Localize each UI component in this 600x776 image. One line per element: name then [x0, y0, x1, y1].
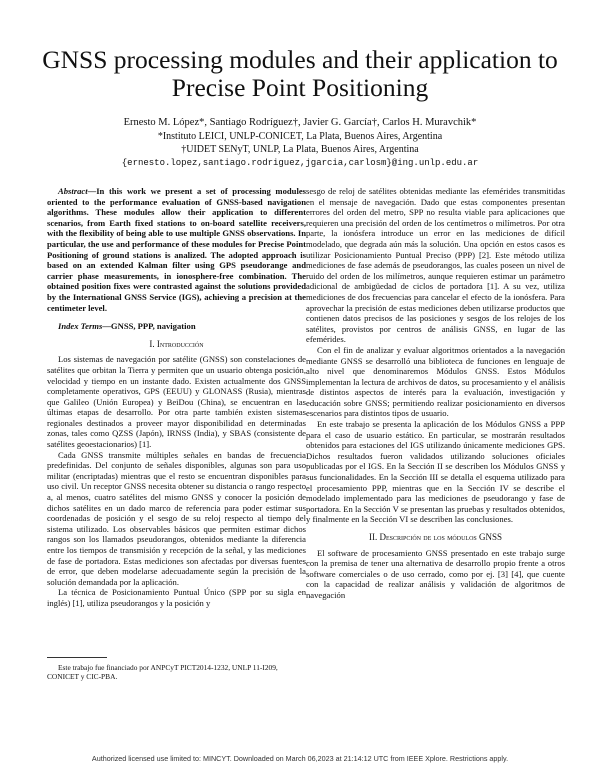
title-line-2: Precise Point Positioning: [171, 73, 429, 102]
section-1-heading: I. Introducción: [149, 338, 204, 349]
right-paragraph-1: sesgo de reloj de satélites obtenidas mediante las efemérides transmitidas en el mensaje de navegación. Dado que estas componentes presentan errores del orden del metro, SPP no resulta viable para aplicaciones que requieren una precisión del orden de los centímetros o milímetros. Por otra parte, la ionósfera introduce un error en las mediciones de difícil modelado, que degrada aún más la solución. Una opción en estos casos es utilizar Posicionamiento Puntual Preciso (PPP) [2]. Este método utiliza mediciones de fase además de pseudorangos, las cuales poseen un nivel de ruido del orden de los milímetros, aunque requieren estimar un parámetro adicional de ambigüedad de ciclos de portadora [1]. A su vez, utiliza mediciones de dos frecuencias para cancelar el efecto de la ionósfera. Para aprovechar la precisión de estas mediciones deben utilizarse productos que contienen datos precisos de las posiciones y sesgos de los relojes de los satélites, provistos por centros de análisis GNSS, en lugar de las efemérides.: [306, 186, 565, 345]
right-column: [306, 186, 565, 601]
author-emails: {ernesto.lopez,santiago.rodriguez,jgarcia,carlosm}@ing.unlp.edu.ar: [121, 158, 479, 168]
right-paragraph-4: El software de procesamiento GNSS presentado en este trabajo surge con la premisa de tener una alternativa de desarrollo propio frente a otros software comerciales o de uso cerrado, como por ej. [3] [4], que cuente con la capacidad de realizar análisis y validación de algoritmos de navegación: [306, 547, 565, 600]
affiliation-1: *Instituto LEICI, UNLP-CONICET, La Plata, Buenos Aires, Argentina: [157, 131, 443, 142]
right-paragraph-2: Con el fin de analizar y evaluar algoritmos orientados a la navegación mediante GNSS se desarrolló una biblioteca de funciones en lenguaje de alto nivel que denominaremos Módulos GNSS. Estos Módulos implementan la lectura de archivos de datos, su procesamiento y el análisis de distintos aspectos de interés para la evaluación, investigación y educación sobre GNSS; permitiendo realizar posicionamiento en diversos escenarios para distintos tipos de usuario.: [306, 344, 565, 419]
funding-footnote: [47, 657, 306, 682]
paper-title: [0, 46, 600, 102]
index-terms-text: GNSS, PPP, navigation: [110, 321, 196, 332]
index-terms-label: Index Terms—: [58, 321, 111, 332]
authors: Ernesto M. López*, Santiago Rodríguez†, Javier G. García†, Carlos H. Muravchik*: [123, 117, 477, 128]
abstract-label: Abstract—: [58, 186, 97, 196]
left-column: [47, 186, 306, 609]
paragraph-1: Los sistemas de navegación por satélite (GNSS) son constelaciones de satélites que orbitan la Tierra y permiten que un usuario obtenga posición, velocidad y tiempo en un instante dado. Existen actualmente dos GNSS completamente operativos, GPS (EEUU) y GLONASS (Rusia), mientras que Galileo (Unión Europea) y BeiDou (China), se encuentran en las últimas etapas de desarrollo. Por otra parte también existen sistemas regionales destinados a proveer mayor disponibilidad en determinadas zonas, tales como QZSS (Japón), IRNSS (India), y SBAS (consistente de satélites geoestacionarios) [1].: [47, 354, 306, 450]
ieee-footer: Authorized licensed use limited to: MINCYT. Downloaded on March 06,2023 at 21:14:12 UTC from IEEE Xplore. Restrictions apply.: [91, 754, 509, 763]
funding-text: Este trabajo fue financiado por ANPCyT PICT2014-1232, UNLP 11-I209, CONICET y CIC-PBA.: [47, 663, 278, 682]
paragraph-3: La técnica de Posicionamiento Puntual Único (SPP por su sigla en inglés) [1], utiliza pseudorangos y la posición y: [47, 587, 306, 608]
abstract: [47, 186, 306, 313]
paragraph-2: Cada GNSS transmite múltiples señales en bandas de frecuencia predefinidas. Del conjunto de señales disponibles, algunas son para uso militar (encriptadas) mientras que el resto se encuentran disponibles para uso civil. Un receptor GNSS necesita obtener su distancia o rango respecto a, al menos, cuatro satélites del mismo GNSS y conocer la posición de dichos satélites en un dado marco de referencia para poder estimar sus coordenadas de posición y el sesgo de su reloj respecto al tiempo del sistema utilizado. Los observables básicos que permiten estimar dichos rangos son los llamados pseudorangos, obtenidos mediante la diferencia entre los tiempos de transmisión y recepción de la señal, y las mediciones de fase de portadora. Estas mediciones son afectadas por diversas fuentes de error, que deben modelarse adecuadamente según la precisión de la solución demandada por la aplicación.: [47, 449, 306, 587]
footnote-rule: [47, 657, 107, 658]
affiliation-2: †UIDET SENyT, UNLP, La Plata, Buenos Aires, Argentina: [181, 144, 419, 155]
title-line-1: GNSS processing modules and their application to: [42, 45, 558, 74]
right-paragraph-3: En este trabajo se presenta la aplicación de los Módulos GNSS a PPP para el caso de usuario estático. En particular, se mostrarán resultados obtenidos para estaciones del IGS utilizando únicamente mediciones GPS. Dichos resultados fueron validados utilizando soluciones oficiales publicadas por el IGS. En la Sección II se describen los Módulos GNSS y sus funcionalidades. En la Sección III se detalla el esquema utilizado para el procesamiento PPP, mientras que en la Sección IV se describe el modelado implementado para las mediciones de pseudorango y fase de portadora. En la Sección V se presentan las pruebas y resultados obtenidos, y finalmente en la Sección VI se describen las conclusiones.: [306, 419, 565, 525]
index-terms: [47, 321, 306, 332]
abstract-text: In this work we present a set of processing modules oriented to the performance evaluation of GNSS-based navigation algorithms. These modules allow their application to different scenarios, from Earth fixed stations to on-board satellite receivers, with the flexibility of being able to use multiple GNSS observations. In particular, the use and performance of these modules for Precise Point Positioning of ground stations is analized. The adopted approach is based on an extended Kalman filter using GPS pseudorange and carrier phase measurements, in ionosphere-free combination. The obtained position fixes were contrasted against the solutions provided by the International GNSS Service (IGS), achieving a precision at the centimeter level.: [47, 186, 306, 313]
section-2-heading: II. Descripción de los módulos GNSS: [368, 532, 502, 542]
